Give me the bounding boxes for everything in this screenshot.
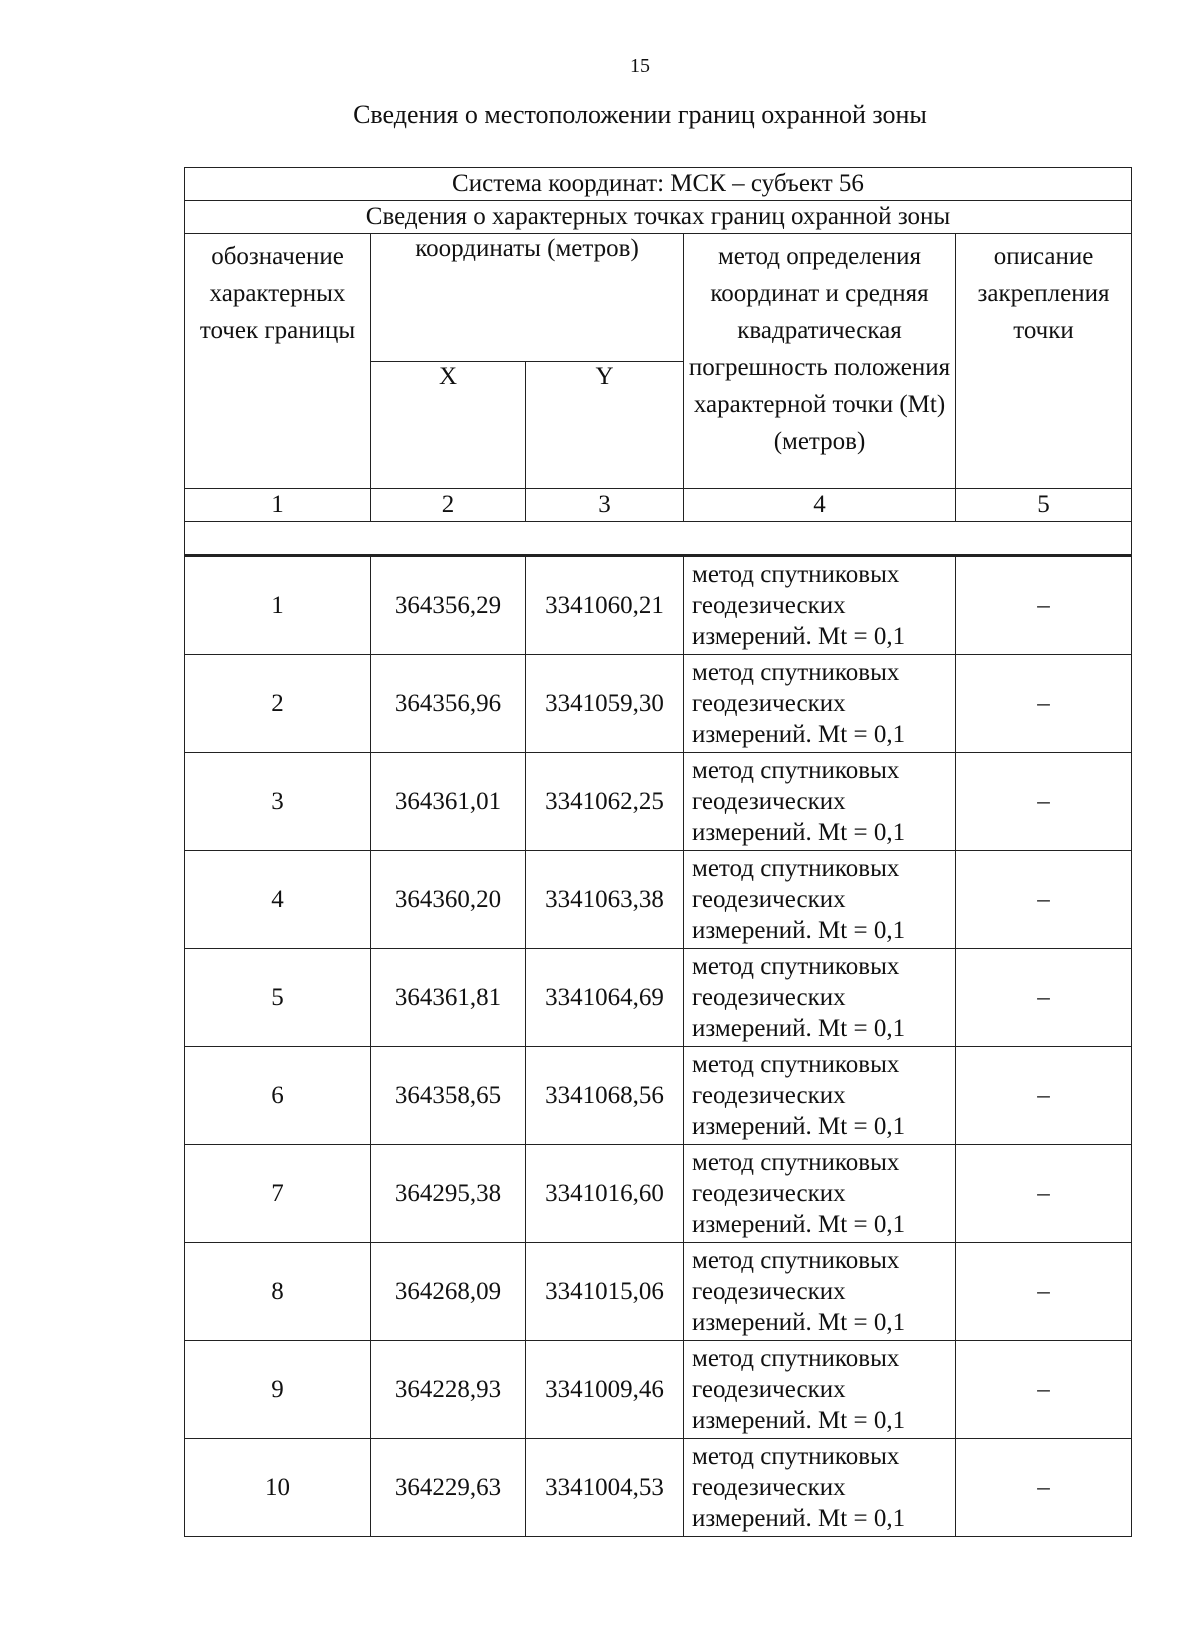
coord-x: 364356,29	[371, 556, 526, 655]
coordinate-system-banner: Система координат: МСК – субъект 56	[185, 168, 1132, 201]
coord-y: 3341062,25	[526, 753, 684, 851]
fixing-description: –	[956, 556, 1132, 655]
coord-y: 3341064,69	[526, 949, 684, 1047]
column-number: 3	[526, 489, 684, 522]
coord-y: 3341015,06	[526, 1243, 684, 1341]
coord-x: 364358,65	[371, 1047, 526, 1145]
coord-x: 364268,09	[371, 1243, 526, 1341]
method-description: метод спутниковых геодезических измерений. Mt = 0,1	[684, 753, 956, 851]
method-description: метод спутниковых геодезических измерений. Mt = 0,1	[684, 556, 956, 655]
fixing-description: –	[956, 655, 1132, 753]
table-row	[185, 1145, 1132, 1243]
method-description: метод спутниковых геодезических измерений. Mt = 0,1	[684, 851, 956, 949]
point-id: 2	[185, 655, 371, 753]
section-heading: Сведения о характерных точках границ охранной зоны	[185, 201, 1132, 234]
point-id: 5	[185, 949, 371, 1047]
table-row	[185, 1047, 1132, 1145]
fixing-description: –	[956, 1439, 1132, 1537]
table-row	[185, 949, 1132, 1047]
column-number: 2	[371, 489, 526, 522]
table-row	[185, 753, 1132, 851]
point-id: 7	[185, 1145, 371, 1243]
fixing-description: –	[956, 753, 1132, 851]
coord-x: 364361,81	[371, 949, 526, 1047]
coord-x: 364360,20	[371, 851, 526, 949]
method-description: метод спутниковых геодезических измерений. Mt = 0,1	[684, 949, 956, 1047]
table-row	[185, 556, 1132, 655]
header-method: метод определения координат и средняя квадратическая погрешность положения характерной точки (Mt) (метров)	[684, 234, 956, 489]
fixing-description: –	[956, 1047, 1132, 1145]
point-id: 9	[185, 1341, 371, 1439]
boundary-points-table	[184, 167, 1131, 1537]
document-title: Сведения о местоположении границ охранной зоны	[353, 100, 927, 129]
column-number: 5	[956, 489, 1132, 522]
spacer-row	[185, 522, 1132, 556]
coord-x: 364361,01	[371, 753, 526, 851]
point-id: 6	[185, 1047, 371, 1145]
method-description: метод спутниковых геодезических измерений. Mt = 0,1	[684, 1047, 956, 1145]
fixing-description: –	[956, 949, 1132, 1047]
coord-y: 3341060,21	[526, 556, 684, 655]
coord-x: 364228,93	[371, 1341, 526, 1439]
coord-y: 3341004,53	[526, 1439, 684, 1537]
header-point-designation: обозначение характерных точек границы	[185, 234, 371, 489]
method-description: метод спутниковых геодезических измерений. Mt = 0,1	[684, 1439, 956, 1537]
page-number: 15	[630, 55, 650, 77]
header-coordinates: координаты (метров)	[371, 234, 684, 362]
fixing-description: –	[956, 1243, 1132, 1341]
coord-x: 364295,38	[371, 1145, 526, 1243]
method-description: метод спутниковых геодезических измерений. Mt = 0,1	[684, 1341, 956, 1439]
fixing-description: –	[956, 1341, 1132, 1439]
fixing-description: –	[956, 1145, 1132, 1243]
coord-y: 3341068,56	[526, 1047, 684, 1145]
coord-y: 3341063,38	[526, 851, 684, 949]
header-fixing-description: описание закрепления точки	[956, 234, 1132, 489]
table-row	[185, 1243, 1132, 1341]
method-description: метод спутниковых геодезических измерений. Mt = 0,1	[684, 1243, 956, 1341]
table-row	[185, 1439, 1132, 1537]
method-description: метод спутниковых геодезических измерений. Mt = 0,1	[684, 655, 956, 753]
fixing-description: –	[956, 851, 1132, 949]
point-id: 4	[185, 851, 371, 949]
column-number: 1	[185, 489, 371, 522]
table-row	[185, 655, 1132, 753]
coord-y: 3341016,60	[526, 1145, 684, 1243]
header-x: X	[371, 361, 526, 489]
header-y: Y	[526, 361, 684, 489]
method-description: метод спутниковых геодезических измерений. Mt = 0,1	[684, 1145, 956, 1243]
coord-x: 364229,63	[371, 1439, 526, 1537]
point-id: 3	[185, 753, 371, 851]
coord-y: 3341009,46	[526, 1341, 684, 1439]
point-id: 1	[185, 556, 371, 655]
coord-x: 364356,96	[371, 655, 526, 753]
column-number: 4	[684, 489, 956, 522]
table-row	[185, 1341, 1132, 1439]
point-id: 10	[185, 1439, 371, 1537]
point-id: 8	[185, 1243, 371, 1341]
coord-y: 3341059,30	[526, 655, 684, 753]
table-row	[185, 851, 1132, 949]
